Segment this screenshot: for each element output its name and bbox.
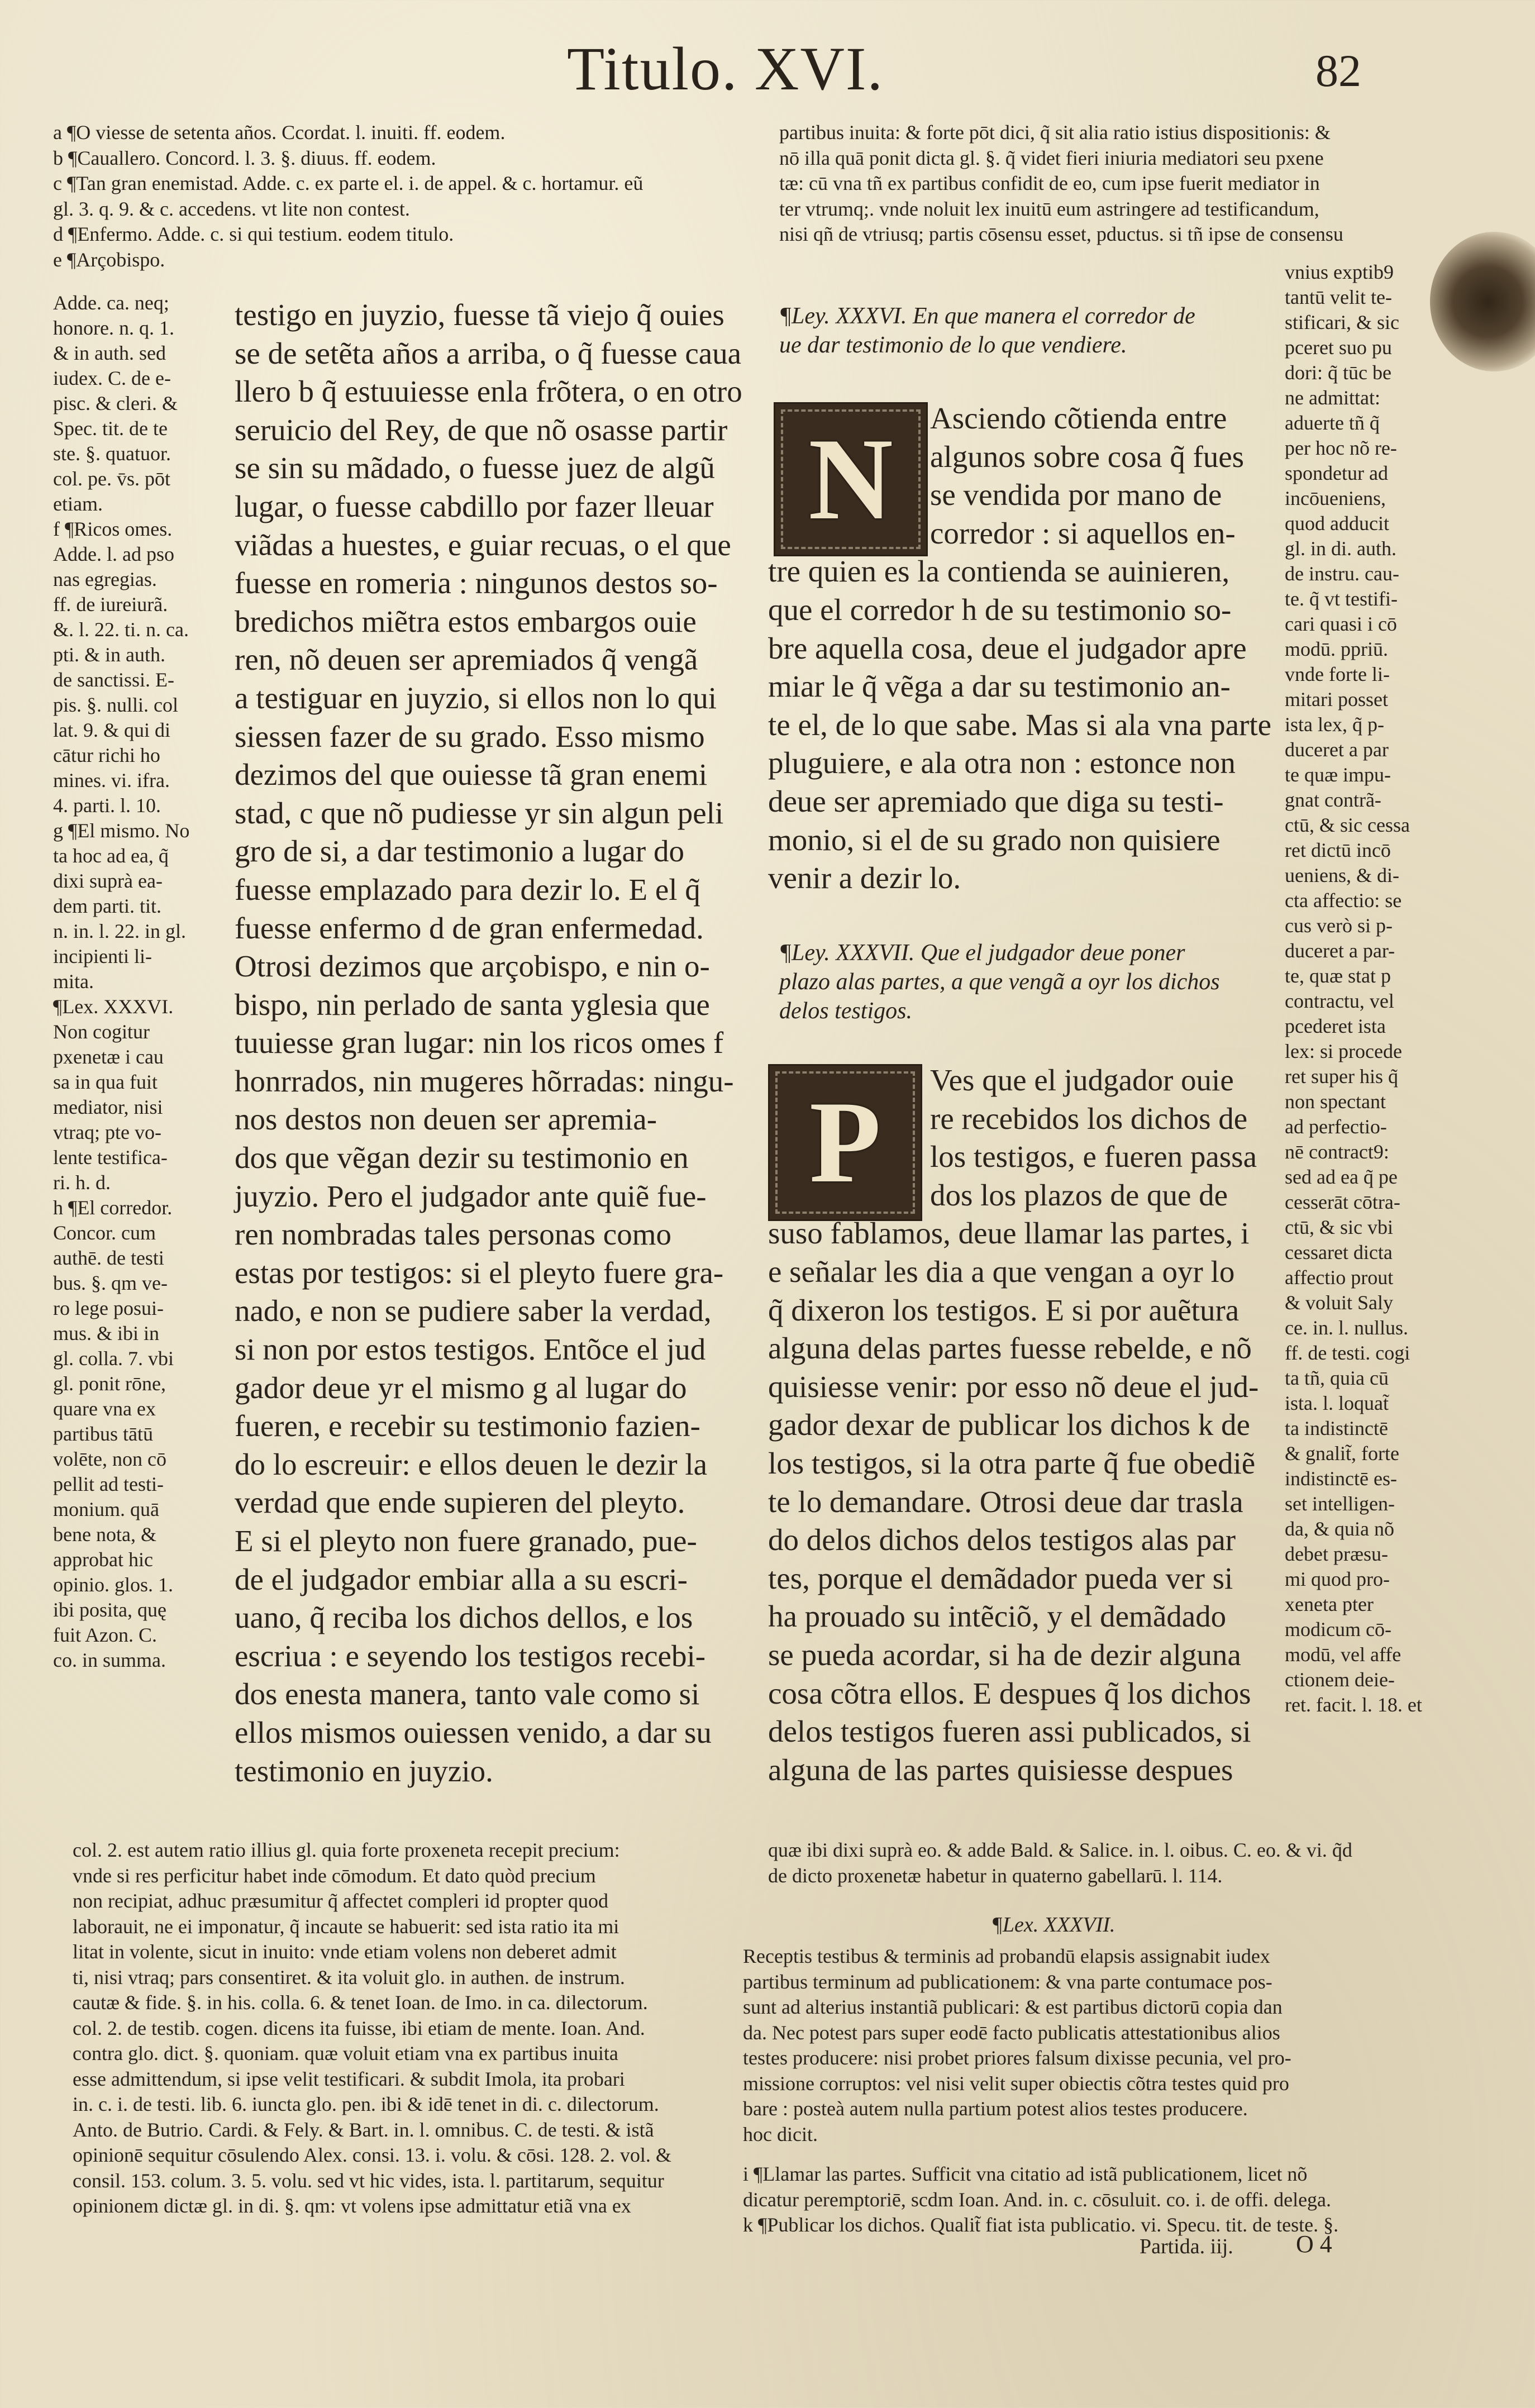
folio-number: 82 xyxy=(1315,45,1361,96)
margin-gloss-line: authē. de testi xyxy=(53,1247,164,1269)
margin-gloss-line: de sanctissi. E- xyxy=(53,669,174,691)
margin-gloss-line: de instru. cau- xyxy=(1285,562,1399,585)
note-line: testes producere: nisi probet priores falsum dixisse pecunia, vel pro- xyxy=(743,2047,1291,2069)
note-line: tæ: cū vna tñ ex partibus confidit de eo, cum ipse fuerit mediator in xyxy=(779,172,1320,194)
margin-gloss-line: gl. colla. 7. vbi xyxy=(53,1347,174,1370)
text-line: llero b q̃ estuuiesse enla frõtera, o en otro xyxy=(235,374,742,409)
heading-line: plazo alas partes, a que vengã a oyr los dichos xyxy=(779,969,1220,995)
left-margin-glosses xyxy=(53,290,226,1673)
margin-gloss-line: mediator, nisi xyxy=(53,1096,163,1118)
margin-gloss-line: & in auth. sed xyxy=(53,342,166,364)
margin-gloss-line: te, quæ stat p xyxy=(1285,965,1391,987)
note-line: consil. 153. colum. 3. 5. volu. sed vt hic vides, ista. l. partitarum, sequitur xyxy=(73,2169,664,2192)
note-line: opinionē sequitur cōsulendo Alex. consi. 13. i. volu. & cōsi. 128. 2. vol. & xyxy=(73,2144,671,2166)
margin-gloss-line: volēte, non cō xyxy=(53,1448,166,1470)
text-line: quisiesse venir: por esso nõ deue el jud- xyxy=(768,1369,1259,1404)
margin-gloss-line: stificari, & sic xyxy=(1285,311,1399,333)
margin-gloss-line: quare vna ex xyxy=(53,1398,156,1420)
text-line: uano, q̃ reciba los dichos dellos, e los xyxy=(235,1600,693,1635)
text-line: seruicio del Rey, de que nõ osasse partir xyxy=(235,412,728,447)
note-line: nisi qñ de vtriusq; partis cōsensu esset, pductus. si tñ ipse de consensu xyxy=(779,223,1343,245)
margin-gloss-line: pcederet ista xyxy=(1285,1015,1386,1037)
margin-gloss-line: Adde. ca. neq; xyxy=(53,292,169,314)
margin-gloss-line: contractu, vel xyxy=(1285,990,1394,1012)
text-line: estas por testigos: si el pleyto fuere gra- xyxy=(235,1255,724,1290)
note-line: partibus terminum ad publicationem: & vna parte contumace pos- xyxy=(743,1970,1272,1993)
margin-gloss-line: nas egregias. xyxy=(53,568,157,590)
margin-gloss-line: modū, vel affe xyxy=(1285,1643,1401,1666)
note-line: ter vtrumq;. vnde noluit lex inuitū eum astringere ad testificandum, xyxy=(779,197,1319,220)
text-line: se de setẽta años a arriba, o q̃ fuesse caua xyxy=(235,336,742,370)
margin-gloss-line: bene nota, & xyxy=(53,1523,156,1546)
note-line: a ¶O viesse de setenta años. Ccordat. l. inuiti. ff. eodem. xyxy=(53,121,506,144)
note-line: opinionem dictæ gl. in di. §. qm: vt volens ipse admittatur etiã vna ex xyxy=(73,2195,631,2217)
text-line: dos que vẽgan dezir su testimonio en xyxy=(235,1141,689,1175)
note-line: cautæ & fide. §. in his. colla. 6. & tenet Ioan. de Imo. in ca. dilectorum. xyxy=(73,1991,648,2014)
signature-label: Partida. iij. xyxy=(1140,2235,1233,2258)
text-line: ren nombradas tales personas como xyxy=(235,1217,671,1252)
text-line: dezimos del que ouiesse tã gran enemi xyxy=(235,757,708,792)
margin-gloss-line: mus. & ibi in xyxy=(53,1322,160,1344)
margin-gloss-line: da, & quia nõ xyxy=(1285,1518,1394,1540)
note-line: litat in volente, sicut in inuito: vnde etiam volens non deberet admit xyxy=(73,1940,617,1963)
note-line: nō illa quā ponit dicta gl. §. q̃ videt fieri iniuria mediatori seu pxene xyxy=(779,146,1324,169)
margin-gloss-line: ta hoc ad ea, q̃ xyxy=(53,845,169,867)
note-line: ti, nisi vtraq; pars consentiret. & ita voluit glo. in authen. de instrum. xyxy=(73,1966,625,1989)
text-line: viãdas a huestes, e guiar recuas, o el que xyxy=(235,527,731,562)
top-right-notes xyxy=(779,120,1450,247)
note-line: e ¶Arçobispo. xyxy=(53,248,165,271)
text-line: pluguiere, e ala otra non : estonce non xyxy=(768,746,1236,780)
margin-gloss-line: mita. xyxy=(53,970,94,993)
note-line: in. c. i. de testi. lib. 6. iuncta glo. pen. ibi & idē tenet in di. c. dilectorum. xyxy=(73,2093,659,2115)
text-line: tuuiesse gran lugar: nin los ricos omes f xyxy=(235,1026,724,1060)
margin-gloss-line: dori: q̃ tūc be xyxy=(1285,361,1391,384)
margin-gloss-line: & voluit Saly xyxy=(1285,1291,1394,1314)
top-left-notes xyxy=(53,120,779,273)
text-line: dos enesta manera, tanto vale como si xyxy=(235,1677,700,1711)
right-margin-glosses xyxy=(1285,260,1464,1718)
margin-gloss-line: ad perfectio- xyxy=(1285,1115,1387,1138)
text-line: stad, c que nõ pudiesse yr sin algun peli xyxy=(235,795,724,830)
margin-gloss-line: ctū, & sic cessa xyxy=(1285,814,1410,836)
note-line: de dicto proxenetæ habetur in quaterno gabellarū. l. 114. xyxy=(768,1864,1223,1887)
margin-gloss-line: &. l. 22. ti. n. ca. xyxy=(53,618,189,641)
text-line: se sin su mãdado, o fuesse juez de algũ xyxy=(235,451,715,485)
text-line: suso fablamos, deue llamar las partes, i xyxy=(768,1216,1250,1251)
margin-gloss-line: nē contract9: xyxy=(1285,1141,1389,1163)
margin-gloss-line: ta tñ, quia cū xyxy=(1285,1367,1389,1389)
law-36-heading xyxy=(779,302,1276,360)
text-line: Asciendo cõtienda entre xyxy=(930,401,1227,435)
heading-line: ¶Ley. XXXVII. Que el judgador deue poner xyxy=(779,940,1185,966)
margin-gloss-line: ri. h. d. xyxy=(53,1171,111,1194)
margin-gloss-line: non spectant xyxy=(1285,1090,1386,1113)
margin-gloss-line: pti. & in auth. xyxy=(53,643,165,666)
text-line: tre quien es la contienda se auinieren, xyxy=(768,554,1230,589)
margin-gloss-line: ista. l. loquat̃ xyxy=(1285,1392,1389,1414)
text-line: los testigos, si la otra parte q̃ fue obediẽ xyxy=(768,1446,1256,1480)
text-line: miar le q̃ vẽga a dar su testimonio an- xyxy=(768,669,1231,704)
text-column-1 xyxy=(235,296,742,1790)
margin-gloss-line: ctū, & sic vbi xyxy=(1285,1216,1393,1238)
text-line: ha prouado su intẽciõ, y el demãdado xyxy=(768,1599,1227,1634)
margin-gloss-line: sed ad ea q̃ pe xyxy=(1285,1166,1398,1188)
running-title: Titulo. XVI. xyxy=(567,35,884,103)
margin-gloss-line: monium. quā xyxy=(53,1498,159,1520)
text-line: fuesse enfermo d de gran enfermedad. xyxy=(235,910,704,945)
text-line: Ves que el judgador ouie xyxy=(930,1063,1234,1097)
margin-gloss-line: mi quod pro- xyxy=(1285,1568,1390,1590)
margin-gloss-line: quod adducit xyxy=(1285,512,1389,535)
note-line: i ¶Llamar las partes. Sufficit vna citatio ad istã publicationem, licet nõ xyxy=(743,2163,1308,2185)
text-line: fuesse emplazado para dezir lo. E el q̃ xyxy=(235,872,700,907)
margin-gloss-line: vnde forte li- xyxy=(1285,663,1390,685)
margin-gloss-line: incōueniens, xyxy=(1285,487,1386,509)
margin-gloss-line: etiam. xyxy=(53,493,103,515)
margin-gloss-line: modicum cō- xyxy=(1285,1618,1391,1641)
text-line: venir a dezir lo. xyxy=(768,861,961,895)
margin-gloss-line: cta affectio: se xyxy=(1285,889,1402,912)
margin-gloss-line: dixi suprà ea- xyxy=(53,870,163,892)
margin-gloss-line: ibi posita, quę xyxy=(53,1599,166,1621)
text-line: que el corredor h de su testimonio so- xyxy=(768,592,1232,627)
margin-gloss-line: gl. ponit rōne, xyxy=(53,1372,166,1395)
note-line: missione corruptos: vel nisi velit super obiectis cõtra testes quid pro xyxy=(743,2072,1289,2095)
final-notes xyxy=(743,2162,1469,2238)
note-line: col. 2. de testib. cogen. dicens ita fuisse, ibi etiam de mente. Ioan. And. xyxy=(73,2016,645,2039)
margin-gloss-line: Spec. tit. de te xyxy=(53,417,168,440)
margin-gloss-line: affectio prout xyxy=(1285,1266,1394,1289)
text-line: algunos sobre cosa q̃ fues xyxy=(930,439,1245,474)
text-line: te lo demandare. Otrosi deue dar trasla xyxy=(768,1484,1243,1519)
margin-gloss-line: tantū velit te- xyxy=(1285,286,1392,308)
text-line: escriua : e seyendo los testigos recebi- xyxy=(235,1638,706,1673)
text-line: E si el pleyto non fuere granado, pue- xyxy=(235,1524,697,1558)
bottom-left-notes xyxy=(73,1838,771,2219)
margin-gloss-line: indistinctē es- xyxy=(1285,1467,1397,1490)
margin-gloss-line: ret. facit. l. 18. et xyxy=(1285,1694,1422,1716)
note-line: partibus inuita: & forte pōt dici, q̃ sit alia ratio istius dispositionis: & xyxy=(779,121,1331,144)
margin-gloss-line: modū. ppriū. xyxy=(1285,638,1388,660)
note-line: k ¶Publicar los dichos. Qualit̃ fiat ista publicatio. vi. Specu. tit. de teste. §. xyxy=(743,2214,1339,2236)
text-line: juyzio. Pero el judgador ante quiẽ fue- xyxy=(235,1179,707,1213)
note-line: c ¶Tan gran enemistad. Adde. c. ex parte el. i. de appel. & c. hortamur. eũ xyxy=(53,172,643,194)
text-line: deue ser apremiado que diga su testi- xyxy=(768,784,1224,818)
text-line: nado, e non se pudiere saber la verdad, xyxy=(235,1294,712,1328)
margin-gloss-line: pxenetæ i cau xyxy=(53,1046,164,1068)
text-line: Otrosi dezimos que arçobispo, e nin o- xyxy=(235,949,710,984)
margin-gloss-line: n. in. l. 22. in gl. xyxy=(53,920,187,942)
text-line: fueren, e recebir su testimonio fazien- xyxy=(235,1409,700,1443)
margin-gloss-line: g ¶El mismo. No xyxy=(53,819,190,842)
margin-gloss-line: te. q̃ vt testifi- xyxy=(1285,588,1398,610)
text-line: monio, si el de su grado non quisiere xyxy=(768,822,1221,857)
text-line: do delos dichos delos testigos alas par xyxy=(768,1523,1236,1557)
margin-gloss-line: incipienti li- xyxy=(53,945,152,967)
text-line: q̃ dixeron los testigos. E si por auẽtura xyxy=(768,1293,1240,1327)
text-line: bre aquella cosa, deue el judgador apre xyxy=(768,631,1247,665)
margin-gloss-line: ff. de testi. cogi xyxy=(1285,1342,1410,1364)
margin-gloss-line: approbat hic xyxy=(53,1548,153,1571)
margin-gloss-line: ste. §. quatuor. xyxy=(53,442,171,465)
margin-gloss-line: fuit Azon. C. xyxy=(53,1624,157,1646)
margin-gloss-line: ctionem deie- xyxy=(1285,1668,1395,1691)
text-line: testigo en juyzio, fuesse tã viejo q̃ ouies xyxy=(235,298,724,332)
margin-gloss-line: col. pe. v̄s. pōt xyxy=(53,468,170,490)
margin-gloss-line: pisc. & cleri. & xyxy=(53,392,178,414)
text-line: de el judgador embiar alla a su escri- xyxy=(235,1562,688,1596)
margin-gloss-line: cessaret dicta xyxy=(1285,1241,1393,1263)
note-line: hoc dicit. xyxy=(743,2123,818,2145)
text-line: fuesse en romeria : ningunos destos so- xyxy=(235,566,718,600)
text-line: nos destos non deuen ser apremia- xyxy=(235,1102,657,1137)
note-line: non recipiat, adhuc præsumitur q̃ affectet compleri id propter quod xyxy=(73,1890,609,1912)
margin-gloss-line: co. in summa. xyxy=(53,1649,166,1671)
heading-line: ¶Ley. XXXVI. En que manera el corredor de xyxy=(779,303,1195,329)
text-line: ellos mismos ouiessen venido, a dar su xyxy=(235,1715,712,1749)
note-line: esse admittendum, si ipse velit testificari. & subdit Imola, ita probari xyxy=(73,2067,625,2090)
margin-gloss-line: iudex. C. de e- xyxy=(53,367,171,389)
margin-gloss-line: ueniens, & di- xyxy=(1285,864,1399,886)
margin-gloss-line: Concor. cum xyxy=(53,1222,156,1244)
margin-gloss-line: honore. n. q. 1. xyxy=(53,317,174,339)
margin-gloss-line: lente testifica- xyxy=(53,1146,168,1169)
text-line: delos testigos fueren assi publicados, si xyxy=(768,1714,1251,1749)
margin-gloss-line: ro lege posui- xyxy=(53,1297,164,1319)
text-line: bredichos miẽtra estos embargos ouie xyxy=(235,604,697,638)
text-line: te el, de lo que sabe. Mas si ala vna parte xyxy=(768,707,1272,742)
text-line: corredor : si aquellos en- xyxy=(930,516,1236,550)
text-line: lugar, o fuesse cabdillo por fazer lleuar xyxy=(235,489,714,523)
margin-gloss-line: debet præsu- xyxy=(1285,1543,1388,1565)
note-line: dicatur peremptoriē, scdm Ioan. And. in. c. cōsuluit. co. i. de offi. delega. xyxy=(743,2188,1332,2211)
margin-gloss-line: vnius exptib9 xyxy=(1285,261,1394,283)
margin-gloss-line: pellit ad testi- xyxy=(53,1473,164,1495)
margin-gloss-line: gl. in di. auth. xyxy=(1285,537,1396,560)
margin-gloss-line: partibus tātū xyxy=(53,1423,153,1445)
margin-gloss-line: cari quasi i cō xyxy=(1285,613,1397,635)
margin-gloss-line: lex: si procede xyxy=(1285,1040,1402,1062)
text-line: alguna delas partes fuesse rebelde, e nõ xyxy=(768,1331,1252,1366)
note-line: vnde si res perficitur habet inde cōmodum. Et dato quòd precium xyxy=(73,1864,596,1887)
margin-gloss-line: bus. §. qm ve- xyxy=(53,1272,168,1294)
text-line: gador dexar de publicar los dichos k de xyxy=(768,1408,1250,1442)
bottom-right-notes xyxy=(768,1838,1472,1889)
margin-gloss-line: cesserāt cōtra- xyxy=(1285,1191,1400,1213)
text-line: e señalar les dia a que vengan a oyr lo xyxy=(768,1254,1235,1289)
margin-gloss-line: lat. 9. & qui di xyxy=(53,719,170,741)
margin-gloss-line: opinio. glos. 1. xyxy=(53,1573,174,1596)
margin-gloss-line: ¶Lex. XXXVI. xyxy=(53,995,174,1018)
margin-gloss-line: Non cogitur xyxy=(53,1021,150,1043)
note-line: Anto. de Butrio. Cardi. & Fely. & Bart. in. l. omnibus. C. de testi. & istã xyxy=(73,2118,654,2141)
note-line: b ¶Cauallero. Concord. l. 3. §. diuus. ff. eodem. xyxy=(53,146,436,169)
law-37-heading xyxy=(779,938,1276,1026)
margin-gloss-line: mitari posset xyxy=(1285,688,1388,711)
note-line: sunt ad alterius instantiã publicari: & est partibus dictorū copia dan xyxy=(743,1996,1283,2018)
text-line: bispo, nin perlado de santa yglesia que xyxy=(235,987,710,1022)
text-line: gador deue yr el mismo g al lugar do xyxy=(235,1370,687,1405)
margin-gloss-line: ta indistinctē xyxy=(1285,1417,1388,1439)
margin-gloss-line: ista lex, q̃ p- xyxy=(1285,713,1384,736)
text-line: ren, nõ deuen ser apremiados q̃ vengã xyxy=(235,642,698,677)
text-line: honrrados, nin mugeres hõrradas: ningu- xyxy=(235,1064,734,1098)
margin-gloss-line: vtraq; pte vo- xyxy=(53,1121,161,1143)
law-37-text xyxy=(768,1061,1271,1789)
initial-letter: P xyxy=(809,1077,881,1207)
text-line: re recebidos los dichos de xyxy=(930,1101,1248,1136)
text-line: cosa cõtra ellos. E despues q̃ los dichos xyxy=(768,1676,1251,1710)
margin-gloss-line: cus verò si p- xyxy=(1285,914,1393,937)
note-line: gl. 3. q. 9. & c. accedens. vt lite non contest. xyxy=(53,197,410,220)
text-line: testimonio en juyzio. xyxy=(235,1753,493,1788)
margin-gloss-line: ret dictū incō xyxy=(1285,839,1391,861)
margin-gloss-line: ne admittat: xyxy=(1285,387,1380,409)
text-line: alguna de las partes quisiesse despues xyxy=(768,1752,1233,1787)
margin-gloss-line: gnat contrã- xyxy=(1285,789,1381,811)
note-line: da. Nec potest pars super eodē facto publicatis attestationibus alios xyxy=(743,2021,1280,2044)
margin-gloss-line: f ¶Ricos omes. xyxy=(53,518,173,540)
margin-gloss-line: ce. in. l. nullus. xyxy=(1285,1317,1408,1339)
text-line: se pueda acordar, si ha de dezir alguna xyxy=(768,1637,1241,1672)
note-line: laborauit, ne ei imponatur, q̃ incaute se habuerit: sed ista ratio ita mi xyxy=(73,1915,619,1938)
margin-gloss-line: set intelligen- xyxy=(1285,1493,1395,1515)
text-line: dos los plazos de que de xyxy=(930,1177,1228,1212)
margin-gloss-line: duceret a par xyxy=(1285,738,1389,761)
margin-gloss-line: sa in qua fuit xyxy=(53,1071,158,1093)
text-line: los testigos, e fueren passa xyxy=(930,1139,1257,1174)
margin-gloss-line: per hoc nõ re- xyxy=(1285,437,1397,459)
initial-letter: N xyxy=(808,414,893,544)
lex-37-summary xyxy=(743,1944,1464,2147)
margin-gloss-line: Adde. l. ad pso xyxy=(53,543,174,565)
margin-gloss-line: mines. vi. ifra. xyxy=(53,769,170,791)
note-line: quæ ibi dixi suprà eo. & adde Bald. & Salice. in. l. oibus. C. eo. & vi. q̃d xyxy=(768,1839,1352,1861)
margin-gloss-line: 4. parti. l. 10. xyxy=(53,794,161,817)
margin-gloss-line: pceret suo pu xyxy=(1285,336,1392,359)
note-line: contra glo. dict. §. quoniam. quæ voluit etiam vna ex partibus inuita xyxy=(73,2042,618,2064)
text-line: verdad que ende supieren del pleyto. xyxy=(235,1485,685,1520)
margin-gloss-line: duceret a par- xyxy=(1285,940,1395,962)
law-36-text xyxy=(768,399,1271,898)
margin-gloss-line: spondetur ad xyxy=(1285,462,1388,484)
text-line: si non por estos testigos. Entõce el jud xyxy=(235,1332,706,1367)
margin-gloss-line: aduerte tñ q̃ xyxy=(1285,412,1380,434)
text-line: do lo escreuir: e ellos deuen le dezir la xyxy=(235,1447,708,1481)
heading-line: delos testigos. xyxy=(779,998,912,1024)
margin-gloss-line: cātur richi ho xyxy=(53,744,160,766)
margin-gloss-line: ff. de iureiurã. xyxy=(53,593,168,616)
lex-37-label: ¶Lex. XXXVII. xyxy=(991,1913,1116,1937)
text-line: siessen fazer de su grado. Esso mismo xyxy=(235,719,705,754)
margin-gloss-line: & gnalit̃, forte xyxy=(1285,1442,1399,1465)
note-line: bare : posteà autem nulla partium potest alios testes producere. xyxy=(743,2097,1248,2120)
text-line: se vendida por mano de xyxy=(930,478,1222,512)
margin-gloss-line: dem parti. tit. xyxy=(53,895,161,917)
margin-gloss-line: h ¶El corredor. xyxy=(53,1196,173,1219)
margin-gloss-line: ret super his q̃ xyxy=(1285,1065,1398,1088)
margin-gloss-line: pis. §. nulli. col xyxy=(53,694,178,716)
note-line: Receptis testibus & terminis ad probandū elapsis assignabit iudex xyxy=(743,1945,1270,1967)
text-line: gro de si, a dar testimonio a lugar do xyxy=(235,834,684,869)
note-line: col. 2. est autem ratio illius gl. quia forte proxeneta recepit precium: xyxy=(73,1839,620,1861)
heading-line: ue dar testimonio de lo que vendiere. xyxy=(779,332,1127,358)
signature-mark: O 4 xyxy=(1296,2230,1332,2258)
note-line: d ¶Enfermo. Adde. c. si qui testium. eodem titulo. xyxy=(53,223,454,245)
margin-gloss-line: xeneta pter xyxy=(1285,1593,1374,1615)
margin-gloss-line: te quæ impu- xyxy=(1285,764,1391,786)
text-line: a testiguar en juyzio, si ellos non lo qui xyxy=(235,680,717,715)
text-line: tes, porque el demãdador pueda ver si xyxy=(768,1561,1233,1595)
